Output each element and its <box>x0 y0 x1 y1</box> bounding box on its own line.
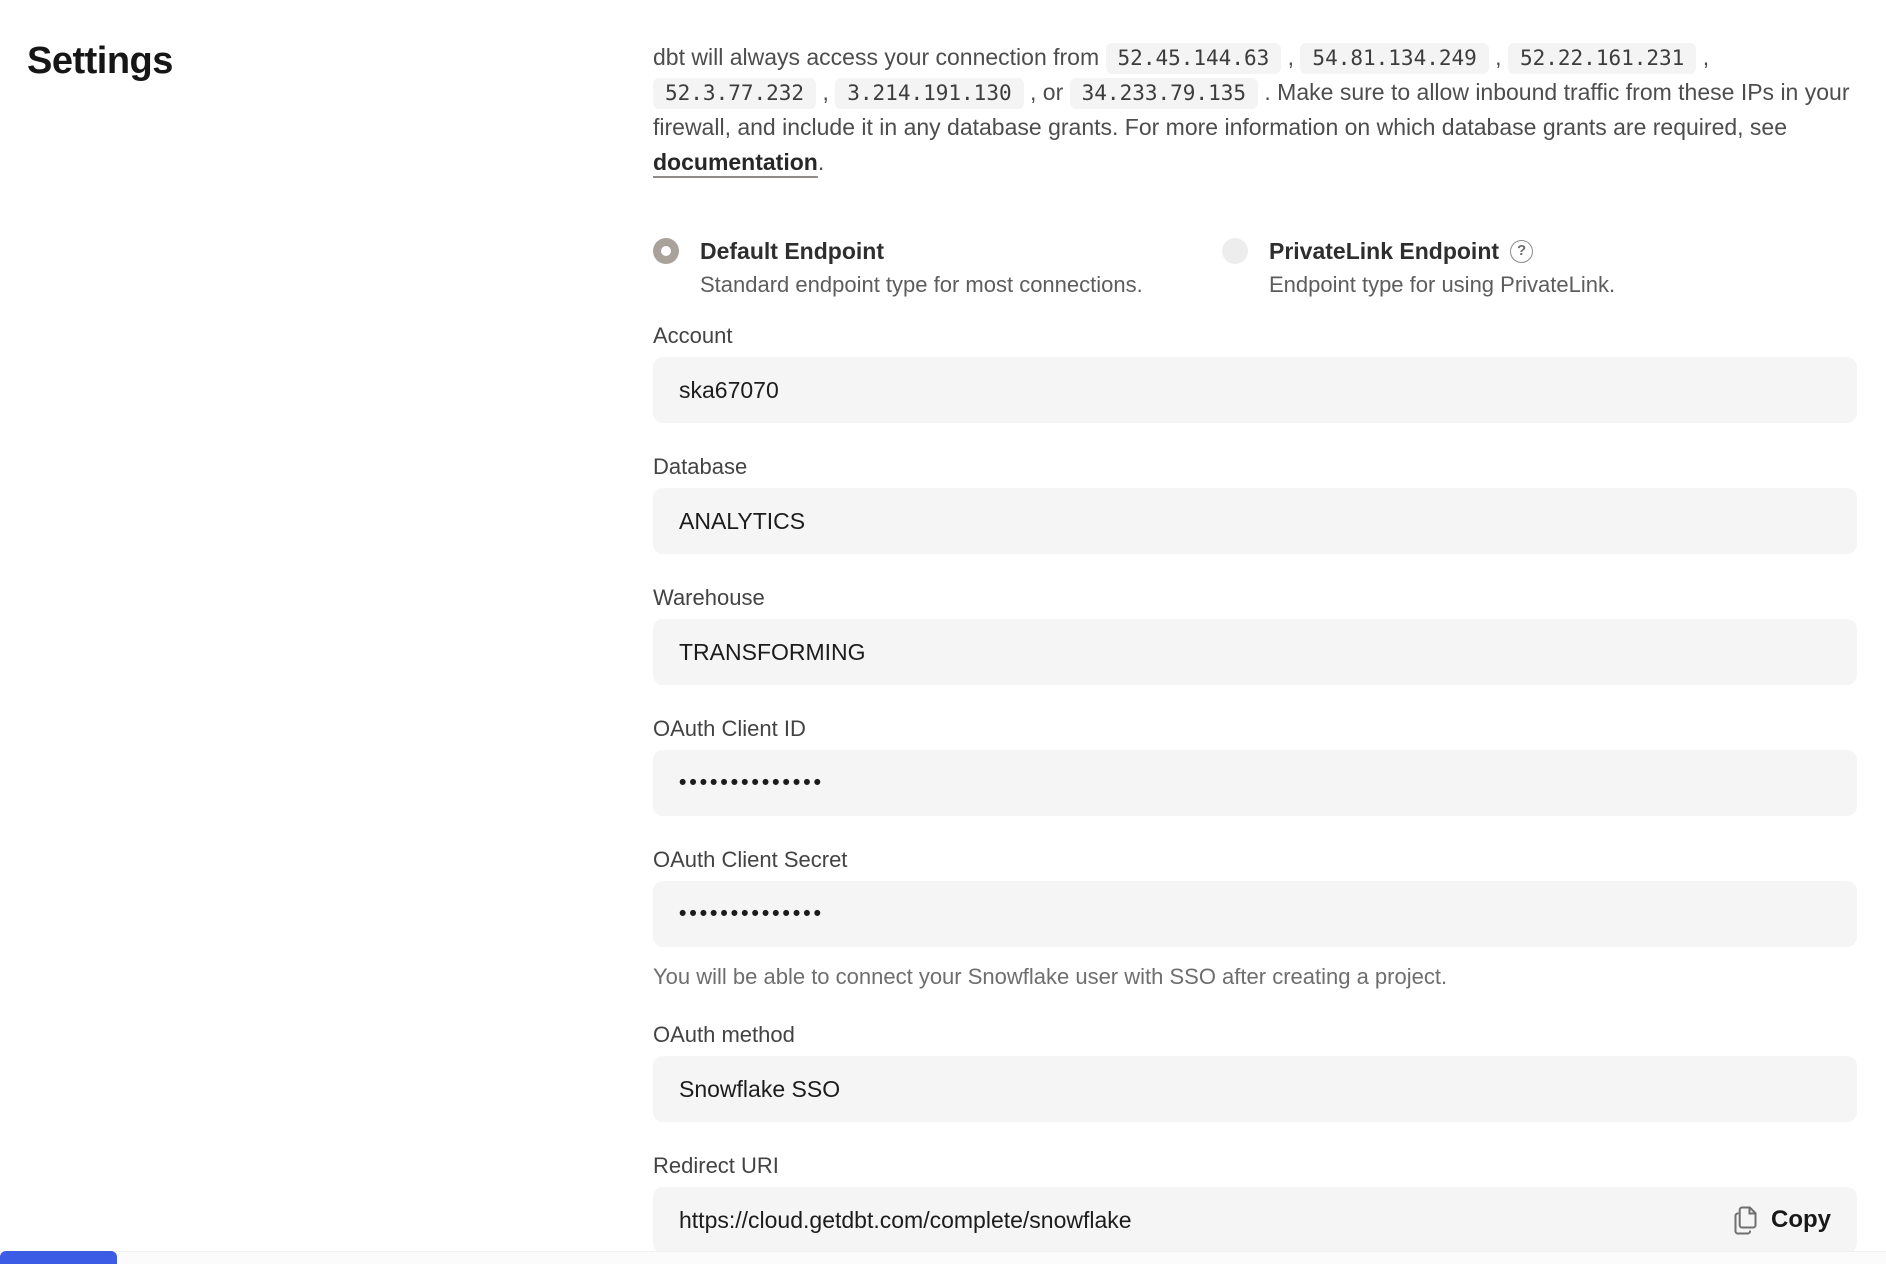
intro-text-segment: , <box>1281 44 1301 70</box>
copy-button[interactable] <box>1733 1205 1831 1236</box>
page-title: Settings <box>27 40 173 82</box>
warehouse-label: Warehouse <box>653 585 765 610</box>
ip-address-badge: 54.81.134.249 <box>1300 43 1488 74</box>
endpoint-option-privatelink-text <box>1269 236 1615 299</box>
database-field-group <box>653 453 1857 554</box>
footer-accent-button[interactable] <box>0 1251 117 1264</box>
intro-text <box>653 40 1857 180</box>
endpoint-option-privatelink-description: Endpoint type for using PrivateLink. <box>1269 272 1616 297</box>
copy-icon <box>1733 1205 1758 1236</box>
endpoint-option-default-label-text: Default Endpoint <box>700 238 884 264</box>
oauth-client-secret-field-group <box>653 846 1857 991</box>
warehouse-field-group <box>653 584 1857 685</box>
endpoint-option-default-description: Standard endpoint type for most connections. <box>700 272 1143 297</box>
intro-text-segment: , <box>1488 44 1508 70</box>
intro-text-segment: . Make sure to allow inbound traffic from these IPs in your firewall, and include it in any database grants. For more information on which database grants are required, see <box>653 79 1850 140</box>
oauth-client-secret-label: OAuth Client Secret <box>653 847 848 872</box>
radio-privatelink-endpoint[interactable] <box>1222 238 1248 264</box>
radio-default-endpoint[interactable] <box>653 238 679 264</box>
account-label: Account <box>653 323 733 348</box>
documentation-link[interactable]: documentation <box>653 149 818 175</box>
endpoint-option-privatelink[interactable] <box>1222 236 1615 299</box>
settings-content <box>653 40 1857 1253</box>
intro-text-segment: , <box>1696 44 1710 70</box>
database-label: Database <box>653 454 748 479</box>
ip-address-badge: 52.3.77.232 <box>653 78 816 109</box>
redirect-uri-label: Redirect URI <box>653 1153 779 1178</box>
oauth-client-secret-input[interactable] <box>653 881 1857 947</box>
ip-address-badge: 52.22.161.231 <box>1508 43 1696 74</box>
ip-address-badge: 52.45.144.63 <box>1106 43 1282 74</box>
question-circle-icon[interactable]: ? <box>1510 240 1533 263</box>
intro-text-segment: , <box>816 79 836 105</box>
sso-helper-text: You will be able to connect your Snowflake user with SSO after creating a project. <box>653 964 1448 989</box>
endpoint-option-privatelink-label <box>1269 236 1615 266</box>
warehouse-input[interactable] <box>653 619 1857 685</box>
connection-form <box>653 322 1857 1253</box>
oauth-client-id-field-group <box>653 715 1857 816</box>
ip-address-badge: 34.233.79.135 <box>1070 78 1258 109</box>
ip-address-badge: 3.214.191.130 <box>835 78 1023 109</box>
endpoint-option-default[interactable] <box>653 236 1222 299</box>
intro-text-segment: , or <box>1023 79 1070 105</box>
account-field-group <box>653 322 1857 423</box>
intro-text-segment: . <box>817 149 825 175</box>
account-input[interactable] <box>653 357 1857 423</box>
oauth-method-field-group <box>653 1021 1857 1122</box>
oauth-method-input[interactable] <box>653 1056 1857 1122</box>
redirect-uri-box <box>653 1187 1857 1253</box>
oauth-method-label: OAuth method <box>653 1022 795 1047</box>
endpoint-option-privatelink-label-text: PrivateLink Endpoint <box>1269 238 1500 264</box>
intro-text-segment: dbt will always access your connection from <box>653 44 1106 70</box>
redirect-uri-field-group <box>653 1152 1857 1253</box>
database-input[interactable] <box>653 488 1857 554</box>
oauth-client-id-label: OAuth Client ID <box>653 716 806 741</box>
footer-bar <box>0 1251 1886 1264</box>
endpoint-type-radio-group <box>653 236 1857 299</box>
copy-button-label: Copy <box>1771 1206 1831 1233</box>
redirect-uri-value: https://cloud.getdbt.com/complete/snowflake <box>679 1206 1132 1233</box>
endpoint-option-default-label <box>700 236 1143 266</box>
oauth-client-id-input[interactable] <box>653 750 1857 816</box>
endpoint-option-default-text <box>700 236 1143 299</box>
